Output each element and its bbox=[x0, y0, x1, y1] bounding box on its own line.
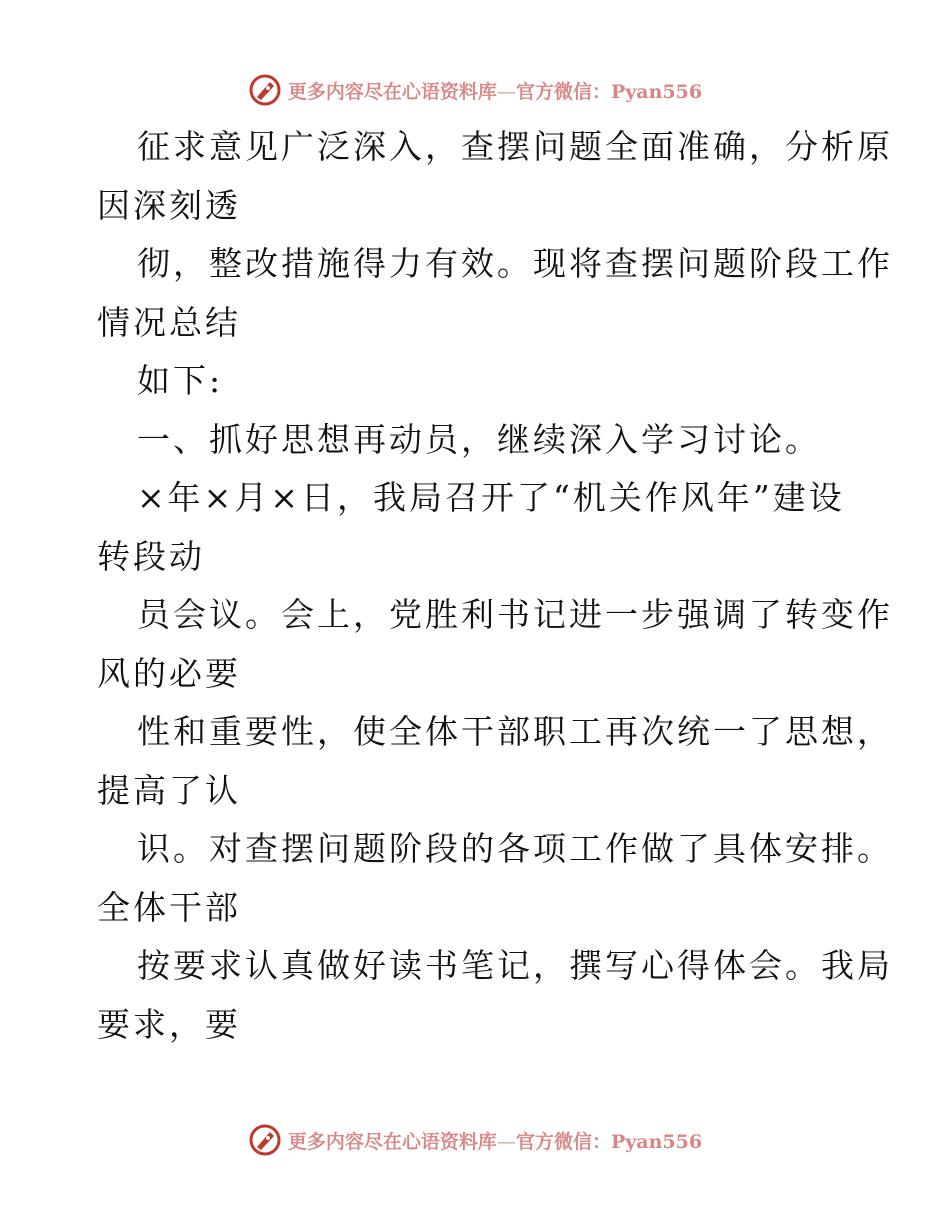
body-line: 征求意见广泛深入，查摆问题全面准确，分析原 bbox=[137, 127, 893, 166]
pen-nib-logo-icon bbox=[248, 1123, 282, 1157]
section-heading: 一、抓好思想再动员，继续深入学习讨论。 bbox=[137, 419, 821, 459]
header-brand-text: 更多内容尽在心语资料库 bbox=[287, 80, 497, 103]
footer-banner bbox=[0, 1120, 950, 1160]
footer-wechat-text: 官方微信：Pyan556 bbox=[515, 1130, 703, 1153]
body-line: 因深刻透 bbox=[97, 185, 241, 225]
body-line: 性和重要性，使全体干部职工再次统一了思想， bbox=[137, 712, 893, 751]
body-line: 彻，整改措施得力有效。现将查摆问题阶段工作 bbox=[137, 244, 893, 283]
body-line: 全体干部 bbox=[97, 887, 241, 927]
body-line: 如下: bbox=[137, 361, 224, 400]
body-line: 要求，要 bbox=[97, 1004, 241, 1044]
body-line: 情况总结 bbox=[97, 302, 241, 342]
body-line: 转段动 bbox=[97, 536, 205, 576]
footer-brand-text: 更多内容尽在心语资料库 bbox=[287, 1130, 497, 1153]
footer-banner-text bbox=[288, 1127, 702, 1154]
header-banner-text bbox=[288, 77, 702, 104]
header-separator: — bbox=[496, 80, 516, 103]
body-line: ×年×月×日，我局召开了“机关作风年”建设 bbox=[137, 478, 845, 517]
body-line: 提高了认 bbox=[97, 770, 241, 810]
document-body bbox=[97, 118, 893, 1054]
footer-separator: — bbox=[496, 1130, 516, 1153]
body-line: 风的必要 bbox=[97, 653, 241, 693]
body-line: 按要求认真做好读书笔记，撰写心得体会。我局 bbox=[137, 946, 893, 985]
body-line: 员会议。会上，党胜利书记进一步强调了转变作 bbox=[137, 595, 893, 634]
header-wechat-text: 官方微信：Pyan556 bbox=[515, 80, 703, 103]
header-banner bbox=[0, 70, 950, 110]
body-line: 识。对查摆问题阶段的各项工作做了具体安排。 bbox=[137, 829, 893, 868]
pen-nib-logo-icon bbox=[248, 73, 282, 107]
